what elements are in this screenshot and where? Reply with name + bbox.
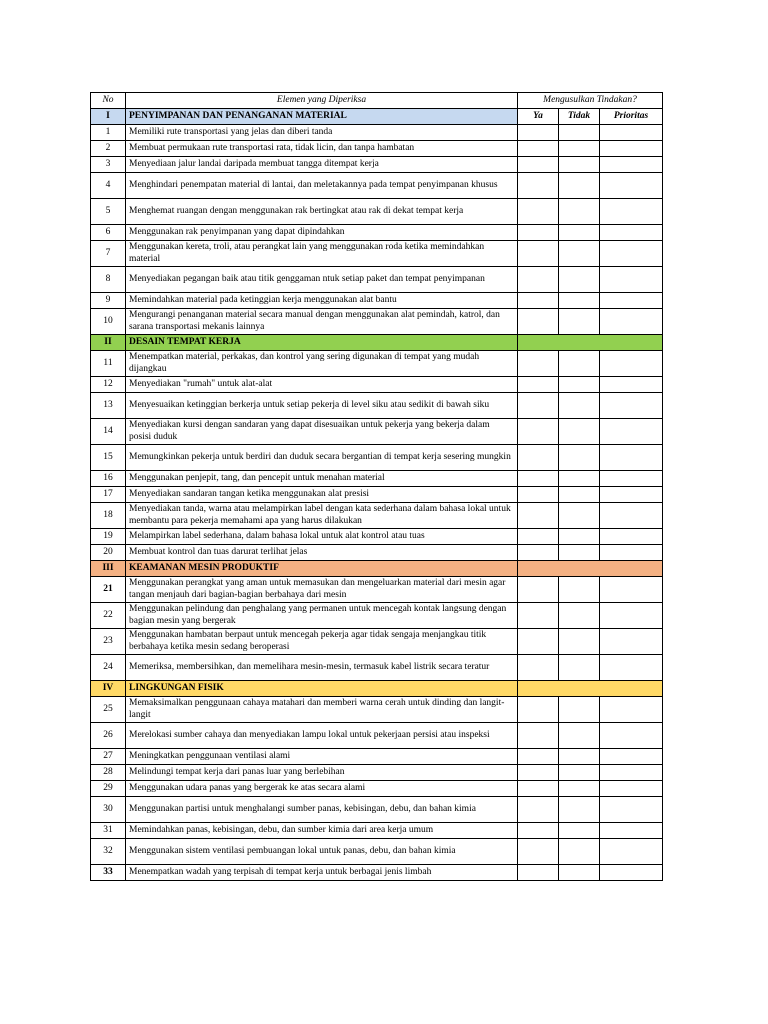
item-description: Memiliki rute transportasi yang jelas dan diberi tanda — [126, 125, 518, 141]
checkbox-cell-ya[interactable] — [518, 225, 559, 241]
section-row — [91, 109, 663, 125]
checkbox-cell-ya[interactable] — [518, 487, 559, 503]
checkbox-cell-ya[interactable] — [518, 655, 559, 681]
section-title: PENYIMPANAN DAN PENANGANAN MATERIAL — [126, 109, 518, 125]
item-description: Menyediakan "rumah" untuk alat-alat — [126, 377, 518, 393]
checklist-row — [91, 503, 663, 529]
section-row — [91, 681, 663, 697]
checklist-row — [91, 225, 663, 241]
checkbox-cell-prioritas[interactable] — [600, 225, 663, 241]
item-description: Membuat permukaan rute transportasi rata, tidak licin, dan tanpa hambatan — [126, 141, 518, 157]
checklist-row — [91, 377, 663, 393]
checkbox-cell-ya[interactable] — [518, 781, 559, 797]
checkbox-cell-tidak[interactable] — [559, 603, 600, 629]
checkbox-cell-tidak[interactable] — [559, 225, 600, 241]
item-number: 9 — [91, 293, 126, 309]
checklist-row — [91, 723, 663, 749]
section-number: III — [91, 561, 126, 577]
checkbox-cell-prioritas[interactable] — [600, 241, 663, 267]
checklist-row — [91, 749, 663, 765]
checklist-row — [91, 125, 663, 141]
checkbox-cell-tidak[interactable] — [559, 487, 600, 503]
item-number: 6 — [91, 225, 126, 241]
item-number: 23 — [91, 629, 126, 655]
header-propose-action: Mengusulkan Tindakan? — [518, 93, 663, 109]
checkbox-cell-ya[interactable] — [518, 351, 559, 377]
header-no: No — [91, 93, 126, 109]
checkbox-cell-prioritas[interactable] — [600, 157, 663, 173]
checkbox-cell-tidak[interactable] — [559, 697, 600, 723]
checklist-row — [91, 419, 663, 445]
item-number: 16 — [91, 471, 126, 487]
checkbox-cell-ya[interactable] — [518, 199, 559, 225]
checkbox-cell-tidak[interactable] — [559, 723, 600, 749]
checkbox-cell-tidak[interactable] — [559, 445, 600, 471]
checkbox-cell-tidak[interactable] — [559, 471, 600, 487]
checkbox-cell-tidak[interactable] — [559, 655, 600, 681]
checkbox-cell-tidak[interactable] — [559, 293, 600, 309]
checkbox-cell-tidak[interactable] — [559, 157, 600, 173]
item-description: Menggunakan rak penyimpanan yang dapat dipindahkan — [126, 225, 518, 241]
item-number: 24 — [91, 655, 126, 681]
checkbox-cell-prioritas[interactable] — [600, 351, 663, 377]
item-description: Membuat kontrol dan tuas darurat terlihat jelas — [126, 545, 518, 561]
section-fill — [518, 561, 663, 577]
checkbox-cell-ya[interactable] — [518, 157, 559, 173]
checklist-row — [91, 839, 663, 865]
item-number: 21 — [91, 577, 126, 603]
item-number: 12 — [91, 377, 126, 393]
checkbox-cell-tidak[interactable] — [559, 529, 600, 545]
header-element: Elemen yang Diperiksa — [126, 93, 518, 109]
item-number: 27 — [91, 749, 126, 765]
item-number: 1 — [91, 125, 126, 141]
checklist-row — [91, 781, 663, 797]
checkbox-cell-ya[interactable] — [518, 823, 559, 839]
item-number: 11 — [91, 351, 126, 377]
checklist-row — [91, 577, 663, 603]
item-number: 32 — [91, 839, 126, 865]
item-number: 8 — [91, 267, 126, 293]
item-description: Mengurangi penanganan material secara manual dengan menggunakan alat pemindah, katrol, dan sarana transportasi mekanis lainnya — [126, 309, 518, 335]
checklist-row — [91, 697, 663, 723]
checkbox-cell-ya[interactable] — [518, 839, 559, 865]
checklist-row — [91, 603, 663, 629]
checkbox-cell-prioritas[interactable] — [600, 471, 663, 487]
checklist-row — [91, 141, 663, 157]
item-number: 33 — [91, 865, 126, 881]
header-tidak: Tidak — [559, 109, 600, 125]
checkbox-cell-prioritas[interactable] — [600, 393, 663, 419]
item-number: 28 — [91, 765, 126, 781]
checklist-row — [91, 267, 663, 293]
item-number: 13 — [91, 393, 126, 419]
item-number: 5 — [91, 199, 126, 225]
checkbox-cell-tidak[interactable] — [559, 765, 600, 781]
checkbox-cell-tidak[interactable] — [559, 749, 600, 765]
checkbox-cell-tidak[interactable] — [559, 267, 600, 293]
item-description: Merelokasi sumber cahaya dan menyediakan lampu lokal untuk pekerjaan persisi atau inspeksi — [126, 723, 518, 749]
checklist-row — [91, 471, 663, 487]
item-description: Menyediakan tanda, warna atau melampirkan label dengan kata sederhana dalam bahasa lokal untuk membantu para pekerja memahami apa yang harus dilakukan — [126, 503, 518, 529]
item-description: Memungkinkan pekerja untuk berdiri dan duduk secara bergantian di tempat kerja sesering mungkin — [126, 445, 518, 471]
item-description: Menggunakan pelindung dan penghalang yang permanen untuk mencegah kontak langsung dengan bagian mesin yang bergerak — [126, 603, 518, 629]
item-description: Menempatkan material, perkakas, dan kontrol yang sering digunakan di tempat yang mudah dijangkau — [126, 351, 518, 377]
checklist-table — [90, 92, 663, 881]
section-number: II — [91, 335, 126, 351]
checkbox-cell-prioritas[interactable] — [600, 503, 663, 529]
checkbox-cell-ya[interactable] — [518, 797, 559, 823]
item-description: Menghindari penempatan material di lantai, dan meletakannya pada tempat penyimpanan khusus — [126, 173, 518, 199]
checklist-row — [91, 293, 663, 309]
item-description: Menyesuaikan ketinggian berkerja untuk setiap pekerja di level siku atau sedikit di bawah siku — [126, 393, 518, 419]
item-description: Menggunakan kereta, troli, atau perangkat lain yang menggunakan roda ketika memindahkan material — [126, 241, 518, 267]
checkbox-cell-ya[interactable] — [518, 749, 559, 765]
checkbox-cell-ya[interactable] — [518, 377, 559, 393]
checkbox-cell-prioritas[interactable] — [600, 655, 663, 681]
checklist-row — [91, 199, 663, 225]
checkbox-cell-tidak[interactable] — [559, 823, 600, 839]
section-title: DESAIN TEMPAT KERJA — [126, 335, 518, 351]
checklist-row — [91, 351, 663, 377]
checkbox-cell-ya[interactable] — [518, 419, 559, 445]
checkbox-cell-ya[interactable] — [518, 309, 559, 335]
checkbox-cell-prioritas[interactable] — [600, 545, 663, 561]
checkbox-cell-prioritas[interactable] — [600, 823, 663, 839]
checklist-row — [91, 865, 663, 881]
item-description: Meningkatkan penggunaan ventilasi alami — [126, 749, 518, 765]
checkbox-cell-ya[interactable] — [518, 393, 559, 419]
checkbox-cell-tidak[interactable] — [559, 199, 600, 225]
item-description: Menempatkan wadah yang terpisah di tempat kerja untuk berbagai jenis limbah — [126, 865, 518, 881]
item-number: 20 — [91, 545, 126, 561]
checklist-body — [91, 109, 663, 881]
checklist-row — [91, 823, 663, 839]
item-description: Menyediakan kursi dengan sandaran yang dapat disesuaikan untuk pekerja yang bekerja dalam posisi duduk — [126, 419, 518, 445]
checklist-row — [91, 241, 663, 267]
checkbox-cell-ya[interactable] — [518, 529, 559, 545]
checkbox-cell-ya[interactable] — [518, 723, 559, 749]
item-description: Menggunakan partisi untuk menghalangi sumber panas, kebisingan, debu, dan bahan kimia — [126, 797, 518, 823]
checkbox-cell-tidak[interactable] — [559, 393, 600, 419]
checklist-row — [91, 655, 663, 681]
checkbox-cell-prioritas[interactable] — [600, 865, 663, 881]
item-number: 31 — [91, 823, 126, 839]
checkbox-cell-tidak[interactable] — [559, 865, 600, 881]
checkbox-cell-prioritas[interactable] — [600, 765, 663, 781]
item-number: 15 — [91, 445, 126, 471]
checklist-row — [91, 529, 663, 545]
item-description: Memindahkan material pada ketinggian kerja menggunakan alat bantu — [126, 293, 518, 309]
checkbox-cell-prioritas[interactable] — [600, 839, 663, 865]
item-description: Memeriksa, membersihkan, dan memelihara mesin-mesin, termasuk kabel listrik secara teratur — [126, 655, 518, 681]
checkbox-cell-tidak[interactable] — [559, 173, 600, 199]
checkbox-cell-ya[interactable] — [518, 125, 559, 141]
checkbox-cell-ya[interactable] — [518, 267, 559, 293]
item-description: Menyediaan jalur landai daripada membuat tangga ditempat kerja — [126, 157, 518, 173]
item-number: 4 — [91, 173, 126, 199]
checklist-row — [91, 393, 663, 419]
item-description: Melampirkan label sederhana, dalam bahasa lokal untuk alat kontrol atau tuas — [126, 529, 518, 545]
checkbox-cell-ya[interactable] — [518, 865, 559, 881]
item-number: 25 — [91, 697, 126, 723]
checkbox-cell-prioritas[interactable] — [600, 697, 663, 723]
header-ya: Ya — [518, 109, 559, 125]
checkbox-cell-tidak[interactable] — [559, 839, 600, 865]
checkbox-cell-prioritas[interactable] — [600, 603, 663, 629]
checkbox-cell-tidak[interactable] — [559, 419, 600, 445]
checkbox-cell-tidak[interactable] — [559, 309, 600, 335]
checklist-row — [91, 157, 663, 173]
checklist-row — [91, 173, 663, 199]
checkbox-cell-prioritas[interactable] — [600, 723, 663, 749]
item-description: Melindungi tempat kerja dari panas luar yang berlebihan — [126, 765, 518, 781]
item-description: Memindahkan panas, kebisingan, debu, dan sumber kimia dari area kerja umum — [126, 823, 518, 839]
item-description: Menghemat ruangan dengan menggunakan rak bertingkat atau rak di dekat tempat kerja — [126, 199, 518, 225]
item-description: Menyediakan pegangan baik atau titik genggaman ntuk setiap paket dan tempat penyimpanan — [126, 267, 518, 293]
section-number: I — [91, 109, 126, 125]
checkbox-cell-ya[interactable] — [518, 293, 559, 309]
checkbox-cell-prioritas[interactable] — [600, 781, 663, 797]
section-fill — [518, 335, 663, 351]
section-title: KEAMANAN MESIN PRODUKTIF — [126, 561, 518, 577]
checkbox-cell-prioritas[interactable] — [600, 141, 663, 157]
checkbox-cell-prioritas[interactable] — [600, 577, 663, 603]
item-number: 26 — [91, 723, 126, 749]
checklist-row — [91, 765, 663, 781]
checkbox-cell-prioritas[interactable] — [600, 267, 663, 293]
checklist-row — [91, 545, 663, 561]
checkbox-cell-tidak[interactable] — [559, 629, 600, 655]
item-description: Menggunakan udara panas yang bergerak ke atas secara alami — [126, 781, 518, 797]
checkbox-cell-tidak[interactable] — [559, 545, 600, 561]
item-number: 7 — [91, 241, 126, 267]
item-number: 3 — [91, 157, 126, 173]
checkbox-cell-prioritas[interactable] — [600, 797, 663, 823]
checkbox-cell-tidak[interactable] — [559, 503, 600, 529]
checkbox-cell-tidak[interactable] — [559, 577, 600, 603]
checkbox-cell-tidak[interactable] — [559, 377, 600, 393]
checkbox-cell-ya[interactable] — [518, 629, 559, 655]
item-number: 14 — [91, 419, 126, 445]
checkbox-cell-ya[interactable] — [518, 697, 559, 723]
item-number: 10 — [91, 309, 126, 335]
checkbox-cell-prioritas[interactable] — [600, 309, 663, 335]
item-number: 18 — [91, 503, 126, 529]
section-row — [91, 335, 663, 351]
checkbox-cell-tidak[interactable] — [559, 241, 600, 267]
checklist-row — [91, 629, 663, 655]
checkbox-cell-ya[interactable] — [518, 603, 559, 629]
checkbox-cell-ya[interactable] — [518, 765, 559, 781]
item-description: Menggunakan hambatan berpaut untuk mencegah pekerja agar tidak sengaja menjangkau titik berbahaya ketika mesin sedang beroperasi — [126, 629, 518, 655]
checkbox-cell-tidak[interactable] — [559, 125, 600, 141]
checkbox-cell-tidak[interactable] — [559, 797, 600, 823]
checkbox-cell-tidak[interactable] — [559, 141, 600, 157]
checkbox-cell-ya[interactable] — [518, 141, 559, 157]
item-description: Menggunakan perangkat yang aman untuk memasukan dan mengeluarkan material dari mesin agar tangan menjauh dari bagian-bagian berbahaya dari mesin — [126, 577, 518, 603]
section-number: IV — [91, 681, 126, 697]
checkbox-cell-prioritas[interactable] — [600, 629, 663, 655]
checkbox-cell-prioritas[interactable] — [600, 377, 663, 393]
section-row — [91, 561, 663, 577]
checkbox-cell-prioritas[interactable] — [600, 749, 663, 765]
item-number: 29 — [91, 781, 126, 797]
checkbox-cell-ya[interactable] — [518, 545, 559, 561]
checkbox-cell-ya[interactable] — [518, 173, 559, 199]
checkbox-cell-prioritas[interactable] — [600, 529, 663, 545]
checkbox-cell-prioritas[interactable] — [600, 173, 663, 199]
item-description: Menyediakan sandaran tangan ketika menggunakan alat presisi — [126, 487, 518, 503]
checkbox-cell-prioritas[interactable] — [600, 487, 663, 503]
checkbox-cell-tidak[interactable] — [559, 351, 600, 377]
item-number: 22 — [91, 603, 126, 629]
checkbox-cell-ya[interactable] — [518, 445, 559, 471]
item-number: 19 — [91, 529, 126, 545]
item-description: Menggunakan penjepit, tang, dan pencepit untuk menahan material — [126, 471, 518, 487]
item-description: Memaksimalkan penggunaan cahaya matahari dan memberi warna cerah untuk dinding dan langit-langit — [126, 697, 518, 723]
item-description: Menggunakan sistem ventilasi pembuangan lokal untuk panas, debu, dan bahan kimia — [126, 839, 518, 865]
item-number: 17 — [91, 487, 126, 503]
checkbox-cell-ya[interactable] — [518, 241, 559, 267]
section-fill — [518, 681, 663, 697]
checkbox-cell-ya[interactable] — [518, 503, 559, 529]
checkbox-cell-prioritas[interactable] — [600, 293, 663, 309]
header-prioritas: Prioritas — [600, 109, 663, 125]
checklist-row — [91, 797, 663, 823]
checklist-row — [91, 309, 663, 335]
checklist-row — [91, 487, 663, 503]
checkbox-cell-prioritas[interactable] — [600, 419, 663, 445]
checkbox-cell-ya[interactable] — [518, 577, 559, 603]
checkbox-cell-tidak[interactable] — [559, 781, 600, 797]
checkbox-cell-ya[interactable] — [518, 471, 559, 487]
section-title: LINGKUNGAN FISIK — [126, 681, 518, 697]
checkbox-cell-prioritas[interactable] — [600, 445, 663, 471]
checkbox-cell-prioritas[interactable] — [600, 125, 663, 141]
item-number: 30 — [91, 797, 126, 823]
checkbox-cell-prioritas[interactable] — [600, 199, 663, 225]
item-number: 2 — [91, 141, 126, 157]
checklist-row — [91, 445, 663, 471]
